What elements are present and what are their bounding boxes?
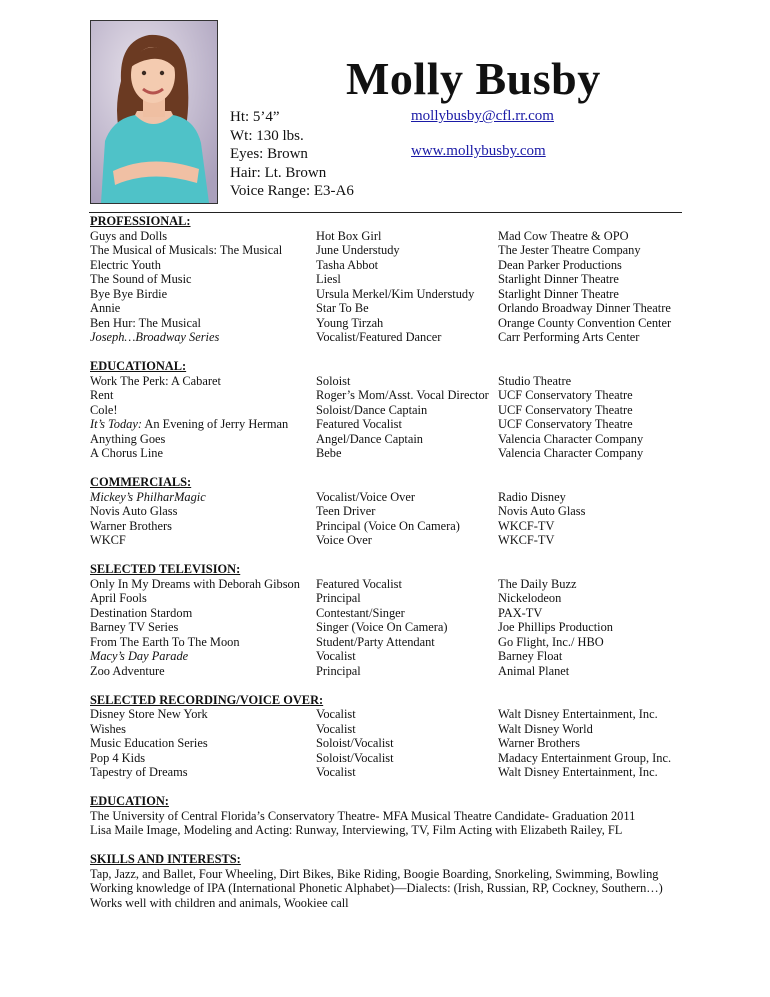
television-section (90, 562, 690, 678)
credit-company: Dean Parker Productions (498, 257, 622, 272)
table-row (90, 620, 690, 635)
credit-role: Ursula Merkel/Kim Understudy (316, 286, 475, 301)
credit-title: WKCF (90, 533, 126, 547)
credit-title: Bye Bye Birdie (90, 286, 168, 301)
email-link[interactable]: mollybusby@cfl.rr.com (411, 108, 554, 124)
table-row (90, 765, 690, 780)
credit-role: Hot Box Girl (316, 228, 382, 243)
physical-stats (230, 108, 354, 201)
credit-role: June Understudy (316, 243, 400, 257)
credit-company: Starlight Dinner Theatre (498, 272, 619, 286)
credit-title: A Chorus Line (90, 446, 163, 460)
table-row (90, 649, 690, 664)
credit-title: Wishes (90, 721, 126, 736)
credit-role: Star To Be (316, 301, 369, 315)
weight-stat: Wt: 130 lbs. (230, 127, 304, 144)
credit-company: Animal Planet (498, 663, 570, 678)
credit-company: Walt Disney Entertainment, Inc. (498, 765, 658, 779)
credit-role: Soloist/Dance Captain (316, 402, 428, 417)
credit-company: Radio Disney (498, 489, 566, 504)
education-line: Lisa Maile Image, Modeling and Acting: Runway, Interviewing, TV, Film Acting with Elizabeth Railey, FL (90, 823, 623, 837)
credit-role: Liesl (316, 272, 341, 286)
credit-role: Featured Vocalist (316, 576, 402, 591)
table-row (90, 606, 690, 621)
table-row (90, 533, 690, 548)
credit-company: UCF Conservatory Theatre (498, 388, 633, 402)
credit-title: Destination Stardom (90, 605, 193, 620)
section-title: PROFESSIONAL: (90, 214, 191, 228)
credit-role: Soloist (316, 373, 351, 388)
credit-title-rest: An Evening of Jerry Herman (141, 417, 289, 431)
credit-role: Principal (316, 663, 361, 678)
credit-company: WKCF-TV (498, 533, 555, 547)
credit-title: The Musical of Musicals: The Musical (90, 243, 283, 257)
credit-role: Vocalist/Voice Over (316, 489, 415, 504)
credit-title: Novis Auto Glass (90, 504, 178, 518)
credit-title: Rent (90, 388, 114, 402)
credit-role: Young Tirzah (316, 315, 384, 330)
table-row (90, 301, 690, 316)
credit-title: Zoo Adventure (90, 663, 165, 678)
table-row (90, 258, 690, 273)
performer-name: Molly Busby (346, 53, 601, 104)
credit-role: Singer (Voice On Camera) (316, 620, 448, 634)
credit-role: Vocalist (316, 721, 356, 736)
credit-company: Studio Theatre (498, 373, 572, 388)
credit-title: Anything Goes (90, 431, 166, 446)
recording-section (90, 693, 690, 780)
credit-title: Electric Youth (90, 257, 161, 272)
table-row (90, 243, 690, 258)
credit-role: Contestant/Singer (316, 605, 405, 620)
table-row (90, 664, 690, 679)
credit-title: April Fools (90, 591, 147, 605)
commercials-section (90, 475, 690, 548)
table-row (90, 707, 690, 722)
table-row (90, 635, 690, 650)
credit-company: UCF Conservatory Theatre (498, 402, 633, 417)
credit-company: Starlight Dinner Theatre (498, 286, 619, 301)
credit-title: The Sound of Music (90, 272, 192, 286)
credit-company: Nickelodeon (498, 591, 562, 605)
section-title: COMMERCIALS: (90, 475, 192, 489)
credit-title (90, 417, 316, 432)
contact-info (411, 108, 554, 160)
credit-company: WKCF-TV (498, 518, 555, 533)
credit-title: Pop 4 Kids (90, 750, 146, 765)
educational-section (90, 359, 690, 461)
credit-title: Mickey’s PhilharMagic (90, 489, 206, 504)
professional-section (90, 214, 690, 345)
credit-company: PAX-TV (498, 605, 543, 620)
table-row (90, 330, 690, 345)
table-row (90, 591, 690, 606)
headshot-photo (90, 20, 218, 204)
header-divider (89, 212, 682, 213)
credit-role: Soloist/Vocalist (316, 736, 394, 750)
credit-title: Ben Hur: The Musical (90, 315, 201, 330)
section-title: SELECTED RECORDING/VOICE OVER: (90, 692, 324, 707)
credit-company: Walt Disney World (498, 721, 593, 736)
credit-company: UCF Conservatory Theatre (498, 417, 633, 431)
credit-role: Soloist/Vocalist (316, 750, 394, 765)
credit-title: Disney Store New York (90, 707, 208, 721)
table-row (90, 519, 690, 534)
table-row (90, 736, 690, 751)
table-row (90, 577, 690, 592)
table-row (90, 490, 690, 505)
credit-title: From The Earth To The Moon (90, 634, 240, 649)
credit-title: Joseph…Broadway Series (90, 330, 220, 344)
credit-role: Angel/Dance Captain (316, 431, 424, 446)
credit-title: Barney TV Series (90, 620, 179, 634)
section-title: EDUCATION: (90, 794, 169, 808)
credit-role: Roger’s Mom/Asst. Vocal Director (316, 388, 489, 402)
skills-line: Working knowledge of IPA (International Phonetic Alphabet)—Dialects: (Irish, Russian, RP, Cockney, Southern…) (90, 881, 663, 895)
table-row (90, 388, 690, 403)
table-row (90, 287, 690, 302)
credit-title: Work The Perk: A Cabaret (90, 373, 221, 388)
credit-title: Annie (90, 301, 121, 315)
credit-company: Mad Cow Theatre & OPO (498, 228, 629, 243)
table-row (90, 316, 690, 331)
credit-role: Vocalist (316, 765, 356, 779)
credit-title: Only In My Dreams with Deborah Gibson (90, 576, 300, 591)
table-row (90, 751, 690, 766)
credit-role: Featured Vocalist (316, 417, 402, 431)
credit-role: Voice Over (316, 533, 372, 547)
credit-company: Carr Performing Arts Center (498, 330, 640, 344)
credit-company: Orlando Broadway Dinner Theatre (498, 301, 671, 315)
skills-section (90, 852, 690, 910)
section-title: EDUCATIONAL: (90, 359, 187, 373)
credit-role: Vocalist (316, 649, 356, 663)
credit-role: Vocalist/Featured Dancer (316, 330, 442, 344)
credit-company: Valencia Character Company (498, 431, 644, 446)
table-row (90, 374, 690, 389)
credit-role: Tasha Abbot (316, 257, 379, 272)
credit-role: Principal (316, 591, 361, 605)
credit-title: Warner Brothers (90, 518, 172, 533)
credit-company: The Daily Buzz (498, 576, 577, 591)
height-stat: Ht: 5’4” (230, 109, 280, 125)
voice-range-stat: Voice Range: E3-A6 (230, 183, 354, 200)
credit-company: Barney Float (498, 649, 563, 663)
credit-company: Joe Phillips Production (498, 620, 613, 634)
hair-stat: Hair: Lt. Brown (230, 164, 327, 181)
credit-title: Cole! (90, 402, 118, 417)
table-row (90, 432, 690, 447)
credit-title: Macy’s Day Parade (90, 649, 189, 663)
table-row (90, 272, 690, 287)
credit-title: Music Education Series (90, 736, 208, 750)
credit-company: Madacy Entertainment Group, Inc. (498, 750, 672, 765)
website-link[interactable]: www.mollybusby.com (411, 143, 546, 159)
credit-role: Bebe (316, 446, 342, 460)
credit-company: Valencia Character Company (498, 446, 644, 460)
table-row (90, 722, 690, 737)
section-title: SKILLS AND INTERESTS: (90, 852, 241, 866)
section-title: SELECTED TELEVISION: (90, 562, 241, 576)
table-row (90, 417, 690, 432)
education-section (90, 794, 690, 838)
education-line: The University of Central Florida’s Conservatory Theatre- MFA Musical Theatre Candidate- Graduation 2011 (90, 808, 636, 823)
credit-title: Tapestry of Dreams (90, 765, 188, 779)
table-row (90, 229, 690, 244)
skills-line: Works well with children and animals, Wookiee call (90, 895, 349, 910)
credit-company: Go Flight, Inc./ HBO (498, 634, 604, 649)
credit-company: Orange County Convention Center (498, 315, 672, 330)
credit-role: Vocalist (316, 707, 356, 721)
skills-line: Tap, Jazz, and Ballet, Four Wheeling, Dirt Bikes, Bike Riding, Boogie Boarding, Snorkeling, Swimming, Bowling (90, 866, 659, 881)
credit-company: Warner Brothers (498, 736, 580, 750)
credit-role: Teen Driver (316, 504, 376, 518)
credit-role: Student/Party Attendant (316, 634, 435, 649)
table-row (90, 403, 690, 418)
table-row (90, 446, 690, 461)
credit-company: Novis Auto Glass (498, 504, 586, 518)
credit-title: Guys and Dolls (90, 228, 168, 243)
resume-body (90, 214, 690, 925)
credit-company: Walt Disney Entertainment, Inc. (498, 707, 658, 721)
table-row (90, 504, 690, 519)
eyes-stat: Eyes: Brown (230, 146, 308, 163)
credit-title-italic: It’s Today: (90, 417, 142, 431)
credit-role: Principal (Voice On Camera) (316, 518, 460, 533)
credit-company: The Jester Theatre Company (498, 243, 641, 257)
